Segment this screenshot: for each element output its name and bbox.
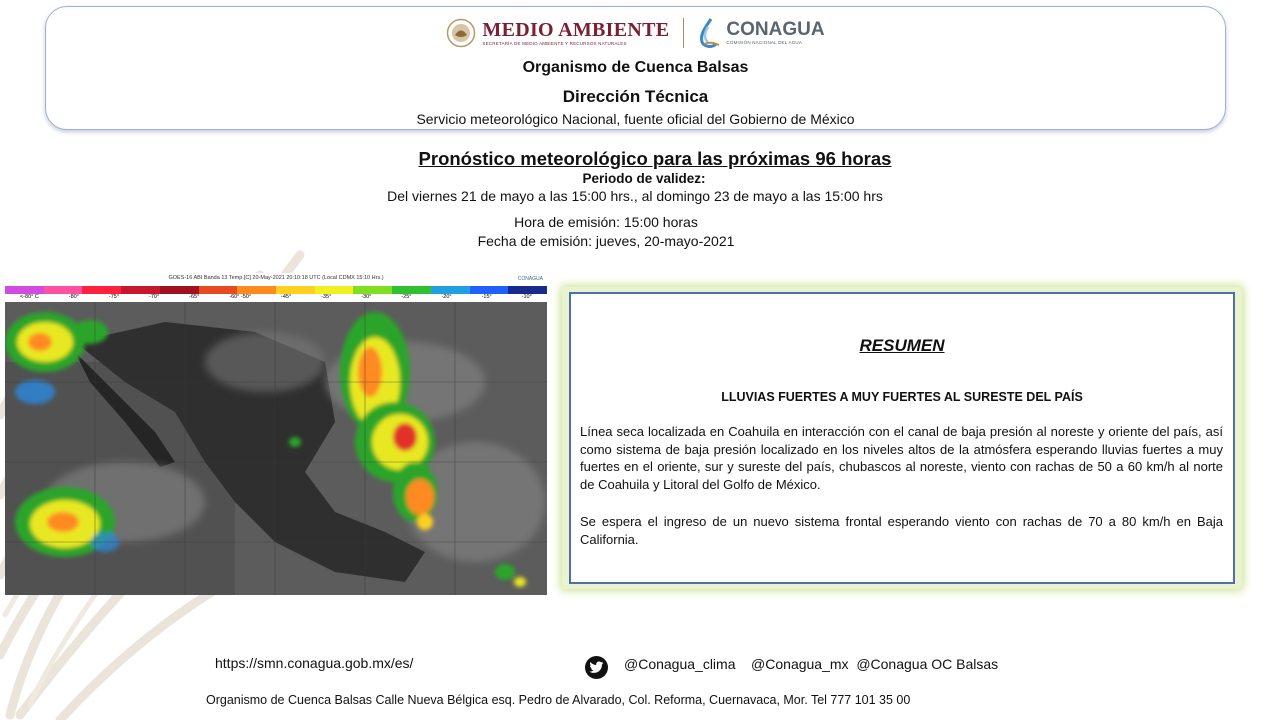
temperature-color-scale (5, 286, 547, 294)
summary-paragraph-1: Línea seca localizada en Coahuila en interacción con el canal de baja presión al noreste y oriente del país, así como sistema de baja presión localizado en los niveles altos de la atmósfera esperando lluvias fuertes a muy fuertes en el oriente, sur y sureste del país, chubascos al noreste, viento con rachas de 50 a 60 km/h al norte de Coahuila y Litoral del Golfo de México. (580, 424, 1223, 492)
medio-ambiente-subtitle: SECRETARÍA DE MEDIO AMBIENTE Y RECURSOS NATURALES (482, 40, 627, 46)
scale-swatch (353, 286, 392, 294)
scale-label: -45° (281, 294, 292, 300)
validity-label: Periodo de validez: (582, 171, 706, 186)
scale-swatch (160, 286, 199, 294)
scale-label: -35° (321, 294, 332, 300)
validity-period: Del viernes 21 de mayo a las 15:00 hrs., al domingo 23 de mayo a las 15:00 hrs (387, 188, 883, 204)
header-card (45, 6, 1226, 130)
satellite-logo: CONAGUA (517, 276, 543, 282)
conagua-logo (698, 17, 824, 49)
office-address: Organismo de Cuenca Balsas Calle Nueva Bélgica esq. Pedro de Alvarado, Col. Reforma, Cuernavaca, Mor. Tel 777 101 35 00 (206, 693, 911, 707)
summary-box (569, 292, 1235, 584)
scale-label: -75° (108, 294, 120, 300)
conagua-title: CONAGUA (726, 19, 825, 41)
scale-label: -25° (401, 294, 412, 300)
scale-swatch (237, 286, 276, 294)
scale-label: -20° (441, 294, 452, 300)
scale-label: -30° (361, 294, 372, 300)
scale-swatch (5, 286, 44, 294)
twitter-icon (585, 656, 608, 679)
social-handles[interactable]: @Conagua_clima @Conagua_mx @Conagua OC Balsas (624, 656, 999, 672)
conagua-subtitle: COMISIÓN NACIONAL DEL AGUA (726, 40, 803, 46)
scale-swatch (44, 286, 83, 294)
website-link[interactable]: https://smn.conagua.gob.mx/es/ (215, 655, 414, 671)
scale-swatch (431, 286, 470, 294)
service-description: Servicio meteorológico Nacional, fuente oficial del Gobierno de México (416, 111, 855, 127)
scale-label: -15° (481, 294, 492, 300)
medio-ambiente-logo (446, 18, 669, 48)
medio-ambiente-title: MEDIO AMBIENTE (482, 18, 670, 41)
water-drop-icon (698, 17, 722, 49)
scale-swatch (392, 286, 431, 294)
satellite-map (5, 302, 547, 595)
scale-swatch (121, 286, 160, 294)
summary-paragraph-2: Se espera el ingreso de un nuevo sistema frontal esperando viento con rachas de 70 a 80 km/h en Baja California. (580, 514, 1223, 547)
scale-label: -80° (68, 294, 79, 300)
satellite-caption: GOES-16 ABI Banda 13 Temp.[C] 20-May-2021 20:10:18 UTC (Local CDMX 15:10 Hrs.) (168, 275, 384, 281)
scale-label: -10° (521, 294, 532, 300)
logos-row (46, 17, 1225, 49)
scale-label: -70° (149, 294, 160, 300)
scale-swatch (276, 286, 315, 294)
logo-divider (683, 18, 684, 48)
forecast-title: Pronóstico meteorológico para las próximas 96 horas (418, 148, 892, 169)
mexico-seal-icon (446, 18, 476, 48)
scale-label: -65° (189, 294, 200, 300)
scale-swatch (315, 286, 354, 294)
temperature-scale-labels (5, 294, 547, 302)
organization-name: Organismo de Cuenca Balsas (522, 59, 749, 76)
summary-title: RESUMEN (859, 336, 945, 355)
direction-name: Dirección Técnica (562, 87, 709, 106)
issue-time: Hora de emisión: 15:00 horas (514, 214, 698, 230)
issue-date: Fecha de emisión: jueves, 20-mayo-2021 (477, 233, 735, 249)
scale-swatch (470, 286, 509, 294)
scale-swatch (82, 286, 121, 294)
scale-swatch (508, 286, 547, 294)
summary-headline: LLUVIAS FUERTES A MUY FUERTES AL SURESTE DEL PAÍS (721, 390, 1083, 404)
scale-label: -60° -50° (229, 294, 252, 300)
scale-label: <-80° C (19, 294, 39, 300)
satellite-image (5, 273, 547, 595)
scale-swatch (199, 286, 238, 294)
